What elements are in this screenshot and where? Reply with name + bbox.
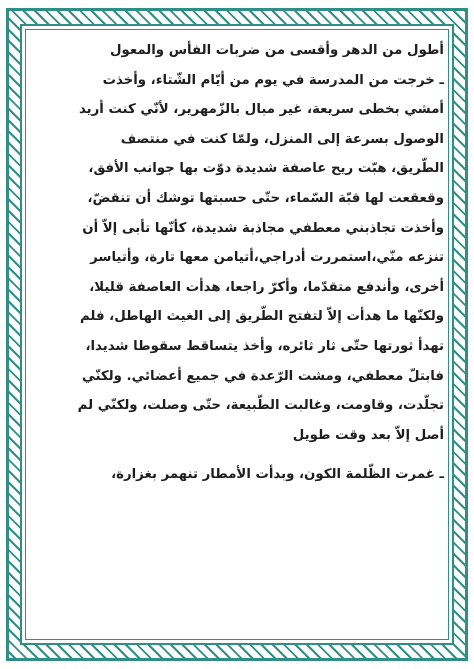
paragraph-line: ولكنّها ما هدأت إلاّ لتفتح الطّريق إلى الغيث الهاطل، فلم bbox=[79, 309, 444, 325]
paragraph-2 bbox=[30, 460, 444, 490]
paragraph-line: أخرى، وأندفع متقدّما، وأكرّ راجعا، هدأت العاصفة قليلا، bbox=[89, 279, 444, 295]
paragraph-line: تجلّدت، وقاومت، وغالبت الطّبيعة، حتّى وصلت، ولكنّي لم bbox=[77, 398, 444, 414]
paragraph-line: الوصول بسرعة إلى المنزل، ولمّا كنت في منتصف bbox=[120, 131, 444, 147]
paragraph-1 bbox=[30, 66, 444, 451]
paragraph-line: وقعقعت لها قبّة السّماء، حتّى حسبتها توشك أن تنقضّ، bbox=[87, 190, 444, 206]
paragraph-line: الطّريق، هبّت ريح عاصفة شديدة دوّت بها جوانب الأفق، bbox=[88, 161, 444, 177]
paragraph-line: وأخذت تجاذبني معطفي مجاذبة شديدة، كأنّها تأبى إلاّ أن bbox=[82, 220, 444, 236]
paragraph-line: ـ خرجت من المدرسة في يوم من أيّام الشّتاء، وأخذت bbox=[102, 72, 444, 88]
paragraph-line: تهدأ ثورتها حتّى ثار ثائره، وأخذ يتساقط سقوطا شديدا، bbox=[85, 338, 444, 354]
document-text bbox=[30, 36, 444, 490]
paragraph-line: فابتلّ معطفي، ومشت الرّعدة في جميع أعضائي. ولكنّي bbox=[82, 368, 444, 384]
paragraph-line: أصل إلاّ بعد وقت طويل bbox=[292, 427, 444, 443]
document-title: أطول من الدهر وأقسى من ضربات الفأس والمعول bbox=[109, 43, 444, 58]
paragraph-line: تنزعه منّي،استمررت أدراجي،أتيامن معها تارة، وأتياسر bbox=[90, 250, 444, 266]
paragraph-line: ـ غمرت الظّلمة الكون، وبدأت الأمطار تنهمر بغزارة، bbox=[111, 467, 444, 483]
paragraph-line: أمشي بخطى سريعة، غير مبال بالزّمهرير، لأنّي كنت أريد bbox=[78, 102, 444, 118]
